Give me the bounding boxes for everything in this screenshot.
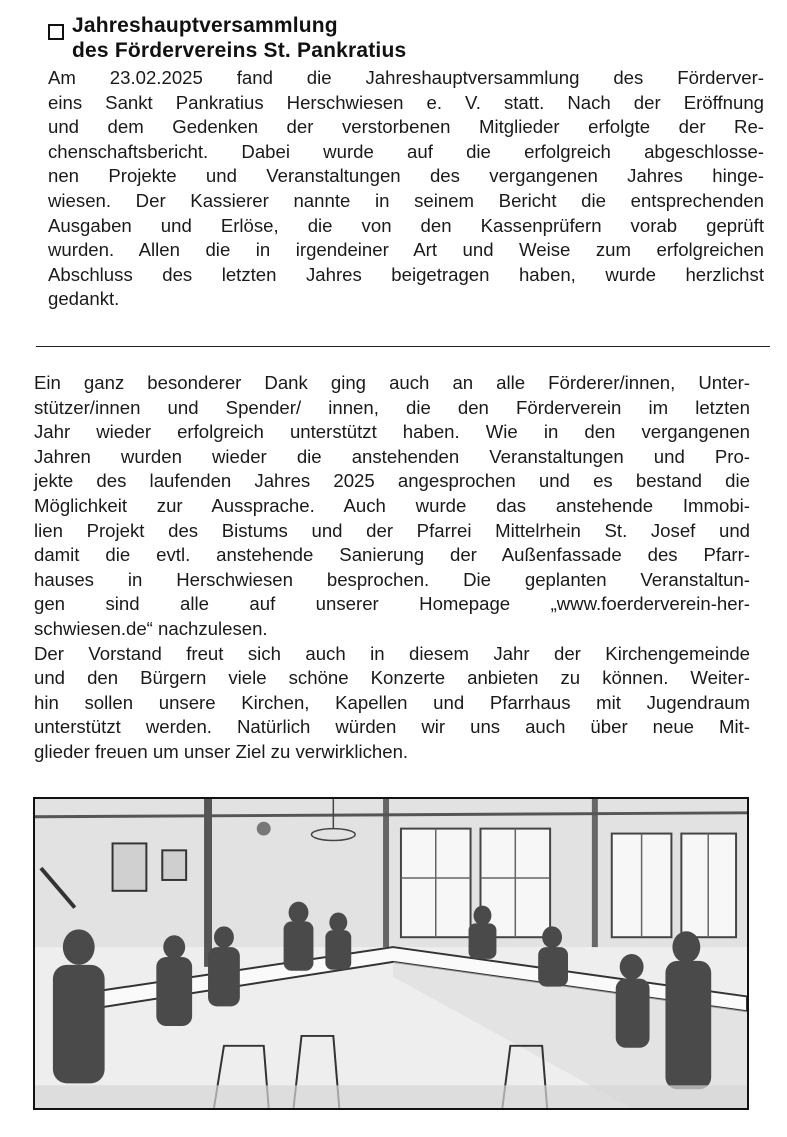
text-line: stützer/innen und Spender/ innen, die den Förderverein im letzten [34, 396, 750, 418]
text-line: unterstützt werden. Natürlich würden wir uns auch über neue Mit- [34, 716, 750, 738]
text-line: wurden. Allen die in irgendeiner Art und Weise zum erfolgreichen [48, 239, 764, 261]
text-line: jekte des laufenden Jahres 2025 angesprochen und es bestand die [34, 470, 750, 492]
text-line: damit die evtl. anstehende Sanierung der Außenfassade des Pfarr- [34, 544, 750, 566]
text-line: gen sind alle auf unserer Homepage „www.foerderverein-her- [34, 593, 750, 615]
text-line: glieder freuen um unser Ziel zu verwirklichen. [34, 740, 409, 762]
body-paragraph [34, 371, 750, 765]
text-line: hin sollen unsere Kirchen, Kapellen und Pfarrhaus mit Jugendraum [34, 691, 750, 713]
text-line: Jahr wieder erfolgreich unterstützt haben. Wie in den vergangenen [34, 421, 750, 443]
article-title-line-2: des Fördervereins St. Pankratius [72, 39, 407, 62]
meeting-photo [33, 797, 749, 1110]
text-line: Ausgaben und Erlöse, die von den Kassenprüfern vorab geprüft [48, 214, 764, 236]
text-line: chenschaftsbericht. Dabei wurde auf die erfolgreich abgeschlosse- [48, 140, 764, 162]
text-line: wiesen. Der Kassierer nannte in seinem Bericht die entsprechenden [48, 189, 764, 211]
text-line: schwiesen.de“ nachzulesen. [34, 617, 268, 639]
text-line: Am 23.02.2025 fand die Jahreshauptversammlung des Förderver- [48, 67, 764, 88]
text-line: Ein ganz besonderer Dank ging auch an alle Förderer/innen, Unter- [34, 372, 750, 393]
text-line: Der Vorstand freut sich auch in diesem Jahr der Kirchengemeinde [34, 642, 750, 664]
section-divider [36, 346, 770, 347]
meeting-photo-illustration [35, 799, 747, 1108]
article-title-line-1: Jahreshauptversammlung [72, 14, 338, 37]
checkbox-icon [48, 24, 64, 40]
text-line: Jahren wurden wieder die anstehenden Veranstaltungen und Pro- [34, 445, 750, 467]
text-line: lien Projekt des Bistums und der Pfarrei Mittelrhein St. Josef und [34, 519, 750, 541]
intro-paragraph [48, 66, 764, 312]
text-line: und dem Gedenken der verstorbenen Mitglieder erfolgte der Re- [48, 116, 764, 138]
text-line: und den Bürgern viele schöne Konzerte anbieten zu können. Weiter- [34, 667, 750, 689]
text-line: Möglichkeit zur Aussprache. Auch wurde das anstehende Immobi- [34, 494, 750, 516]
text-line: gedankt. [48, 288, 120, 310]
text-line: nen Projekte und Veranstaltungen des vergangenen Jahres hinge- [48, 165, 764, 187]
text-line: eins Sankt Pankratius Herschwiesen e. V. statt. Nach der Eröffnung [48, 91, 764, 113]
text-line: hauses in Herschwiesen besprochen. Die geplanten Veranstaltun- [34, 568, 750, 590]
text-line: Abschluss des letzten Jahres beigetragen haben, wurde herzlichst [48, 263, 764, 285]
